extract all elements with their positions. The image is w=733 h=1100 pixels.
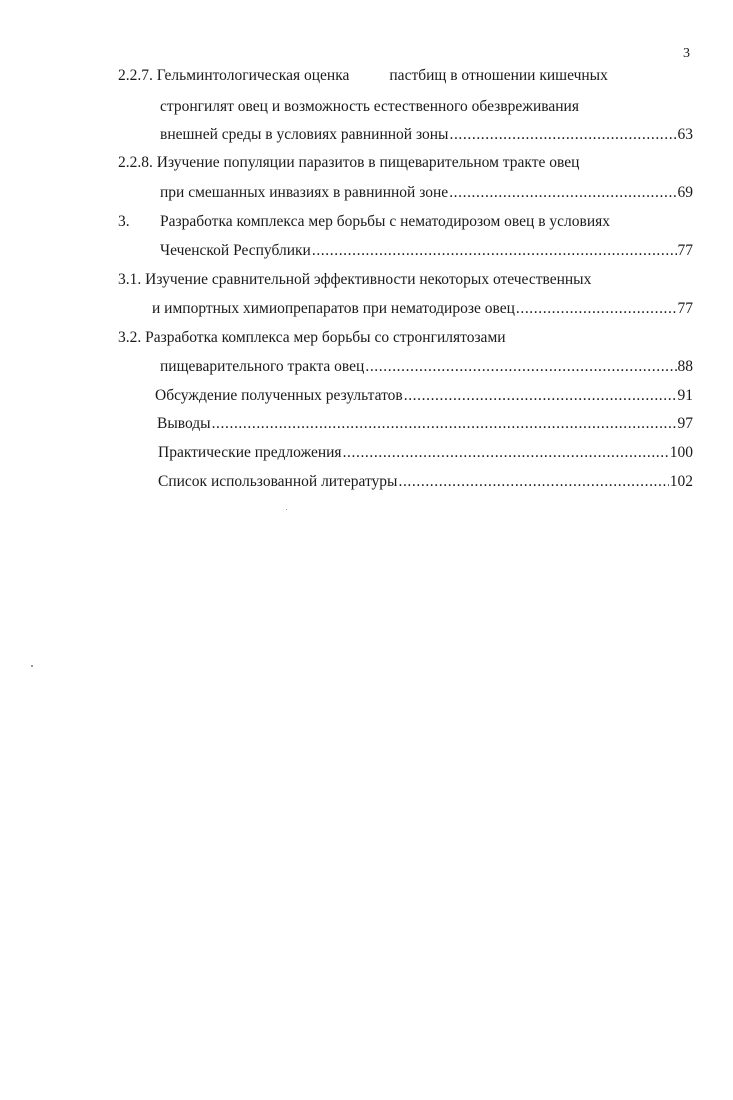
toc-entry-2-2-8-line-2[interactable]: [160, 183, 693, 203]
toc-entry-title: Список использованной литературы: [158, 473, 398, 490]
toc-entry-title: Изучение популяции паразитов в пищеварительном тракте овец: [156, 154, 580, 171]
leader-dots: [343, 443, 669, 463]
toc-page-number: 63: [677, 126, 693, 143]
toc-entry-2-2-7-line-3[interactable]: [160, 125, 693, 145]
toc-entry-number: 3.2.: [118, 329, 142, 346]
toc-entry-title-part: пастбищ в отношении кишечных: [389, 67, 608, 84]
toc-entry-3-2-line-2[interactable]: [160, 357, 693, 377]
toc-page-number: 88: [677, 358, 693, 375]
toc-entry-3-line-1: [118, 212, 610, 232]
toc-entry-title: Чеченской Республики: [160, 242, 311, 259]
toc-page-number: 100: [669, 444, 693, 461]
toc-entry-title: Разработка комплекса мер борьбы со стронгилятозами: [145, 329, 506, 346]
toc-page-number: 102: [669, 473, 693, 490]
toc-entry-3-2-line-1: [118, 328, 506, 348]
toc-entry-number: 2.2.7.: [118, 67, 153, 84]
leader-dots: [449, 125, 676, 145]
toc-entry-references[interactable]: [158, 472, 693, 492]
toc-entry-title: внешней среды в условиях равнинной зоны: [160, 126, 449, 143]
leader-dots: [212, 414, 677, 434]
toc-entry-3-1-line-2[interactable]: [152, 299, 693, 319]
leader-dots: [312, 241, 677, 261]
toc-page-number: 77: [677, 242, 693, 259]
toc-entry-proposals[interactable]: [158, 443, 693, 463]
leader-dots: [398, 472, 668, 492]
toc-page-number: 91: [677, 387, 693, 404]
toc-entry-title: при смешанных инвазиях в равнинной зоне: [160, 184, 449, 201]
page-number: 3: [683, 46, 690, 61]
scan-speck: [31, 665, 33, 667]
toc-entry-conclusions[interactable]: [157, 414, 693, 434]
toc-entry-title: пищеварительного тракта овец: [160, 358, 365, 375]
toc-page-number: 69: [677, 184, 693, 201]
toc-entry-number: 2.2.8.: [118, 154, 153, 171]
toc-entry-2-2-7-line-2: стронгилят овец и возможность естественного обезвреживания: [160, 98, 579, 115]
toc-page-number: 77: [677, 300, 693, 317]
toc-entry-title: Изучение сравнительной эффективности некоторых отечественных: [145, 271, 592, 288]
toc-entry-number: 3.1.: [118, 271, 142, 288]
leader-dots: [365, 357, 676, 377]
toc-entry-2-2-8-line-1: [118, 153, 579, 173]
toc-entry-title-part: Гельминтологическая оценка: [156, 67, 350, 84]
toc-entry-discussion[interactable]: [155, 386, 693, 406]
toc-entry-3-1-line-1: [118, 270, 591, 290]
leader-dots: [449, 183, 676, 203]
toc-entry-title: и импортных химиопрепаратов при нематодирозе овец: [152, 300, 515, 317]
toc-entry-title: Обсуждение полученных результатов: [155, 387, 403, 404]
toc-entry-2-2-7-line-1: [118, 66, 608, 86]
toc-entry-title: Практические предложения: [158, 444, 342, 461]
scan-speck: [286, 509, 287, 510]
toc-entry-3-line-2[interactable]: [160, 241, 693, 261]
toc-entry-title: Разработка комплекса мер борьбы с нематодирозом овец в условиях: [160, 213, 610, 230]
leader-dots: [404, 386, 677, 406]
toc-entry-number: 3.: [118, 213, 130, 230]
toc-entry-title: Выводы: [157, 415, 211, 432]
toc-page-number: 97: [677, 415, 693, 432]
leader-dots: [516, 299, 677, 319]
